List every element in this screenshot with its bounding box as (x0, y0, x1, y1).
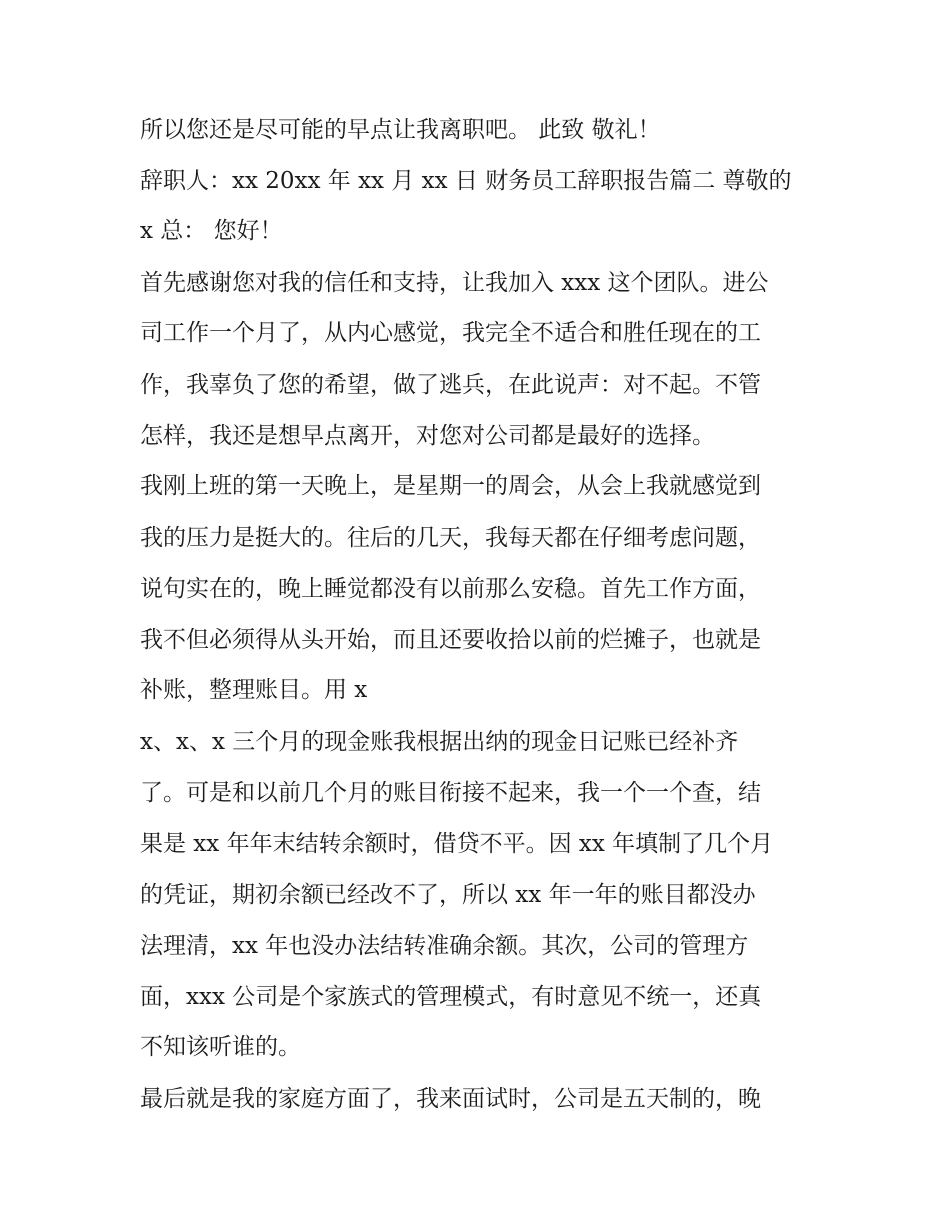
text-line-14: 了。可是和以前几个月的账目衔接不起来，我一个一个查，结 (140, 780, 761, 806)
text-line-1: 所以您还是尽可能的早点让我离职吧。 此致 敬礼！ (140, 117, 661, 143)
text-line-18: 面，xxx 公司是个家族式的管理模式，有时意见不统一，还真 (140, 984, 762, 1010)
text-line-10: 说句实在的，晚上睡觉都没有以前那么安稳。首先工作方面， (140, 576, 761, 602)
text-line-4: 首先感谢您对我的信任和支持，让我加入 xxx 这个团队。进公 (140, 270, 769, 296)
text-line-7: 怎样，我还是想早点离开，对您对公司都是最好的选择。 (140, 423, 715, 449)
text-line-11: 我不但必须得从头开始，而且还要收拾以前的烂摊子，也就是 (140, 627, 761, 653)
text-line-19: 不知该听谁的。 (140, 1034, 301, 1060)
text-line-2: 辞职人：xx 20xx 年 xx 月 xx 日 财务员工辞职报告篇二 尊敬的 (140, 168, 792, 194)
text-line-15: 果是 xx 年年末结转余额时，借贷不平。因 xx 年填制了几个月 (140, 831, 774, 857)
text-line-6: 作，我辜负了您的希望，做了逃兵，在此说声：对不起。不管 (140, 372, 761, 398)
text-line-20: 最后就是我的家庭方面了，我来面试时，公司是五天制的，晚 (140, 1086, 761, 1112)
text-line-16: 的凭证，期初余额已经改不了，所以 xx 年一年的账目都没办 (140, 882, 756, 908)
text-line-17: 法理清，xx 年也没办法结转准确余额。其次，公司的管理方 (140, 933, 749, 959)
text-line-8: 我刚上班的第一天晚上，是星期一的周会，从会上我就感觉到 (140, 473, 761, 499)
text-line-13: x、x、x 三个月的现金账我根据出纳的现金日记账已经补齐 (140, 729, 739, 755)
text-line-5: 司工作一个月了，从内心感觉，我完全不适合和胜任现在的工 (140, 320, 761, 346)
text-line-12: 补账，整理账目。用 x (140, 677, 368, 703)
text-line-3: x 总： 您好！ (140, 218, 283, 244)
text-line-9: 我的压力是挺大的。往后的几天，我每天都在仔细考虑问题， (140, 525, 761, 551)
